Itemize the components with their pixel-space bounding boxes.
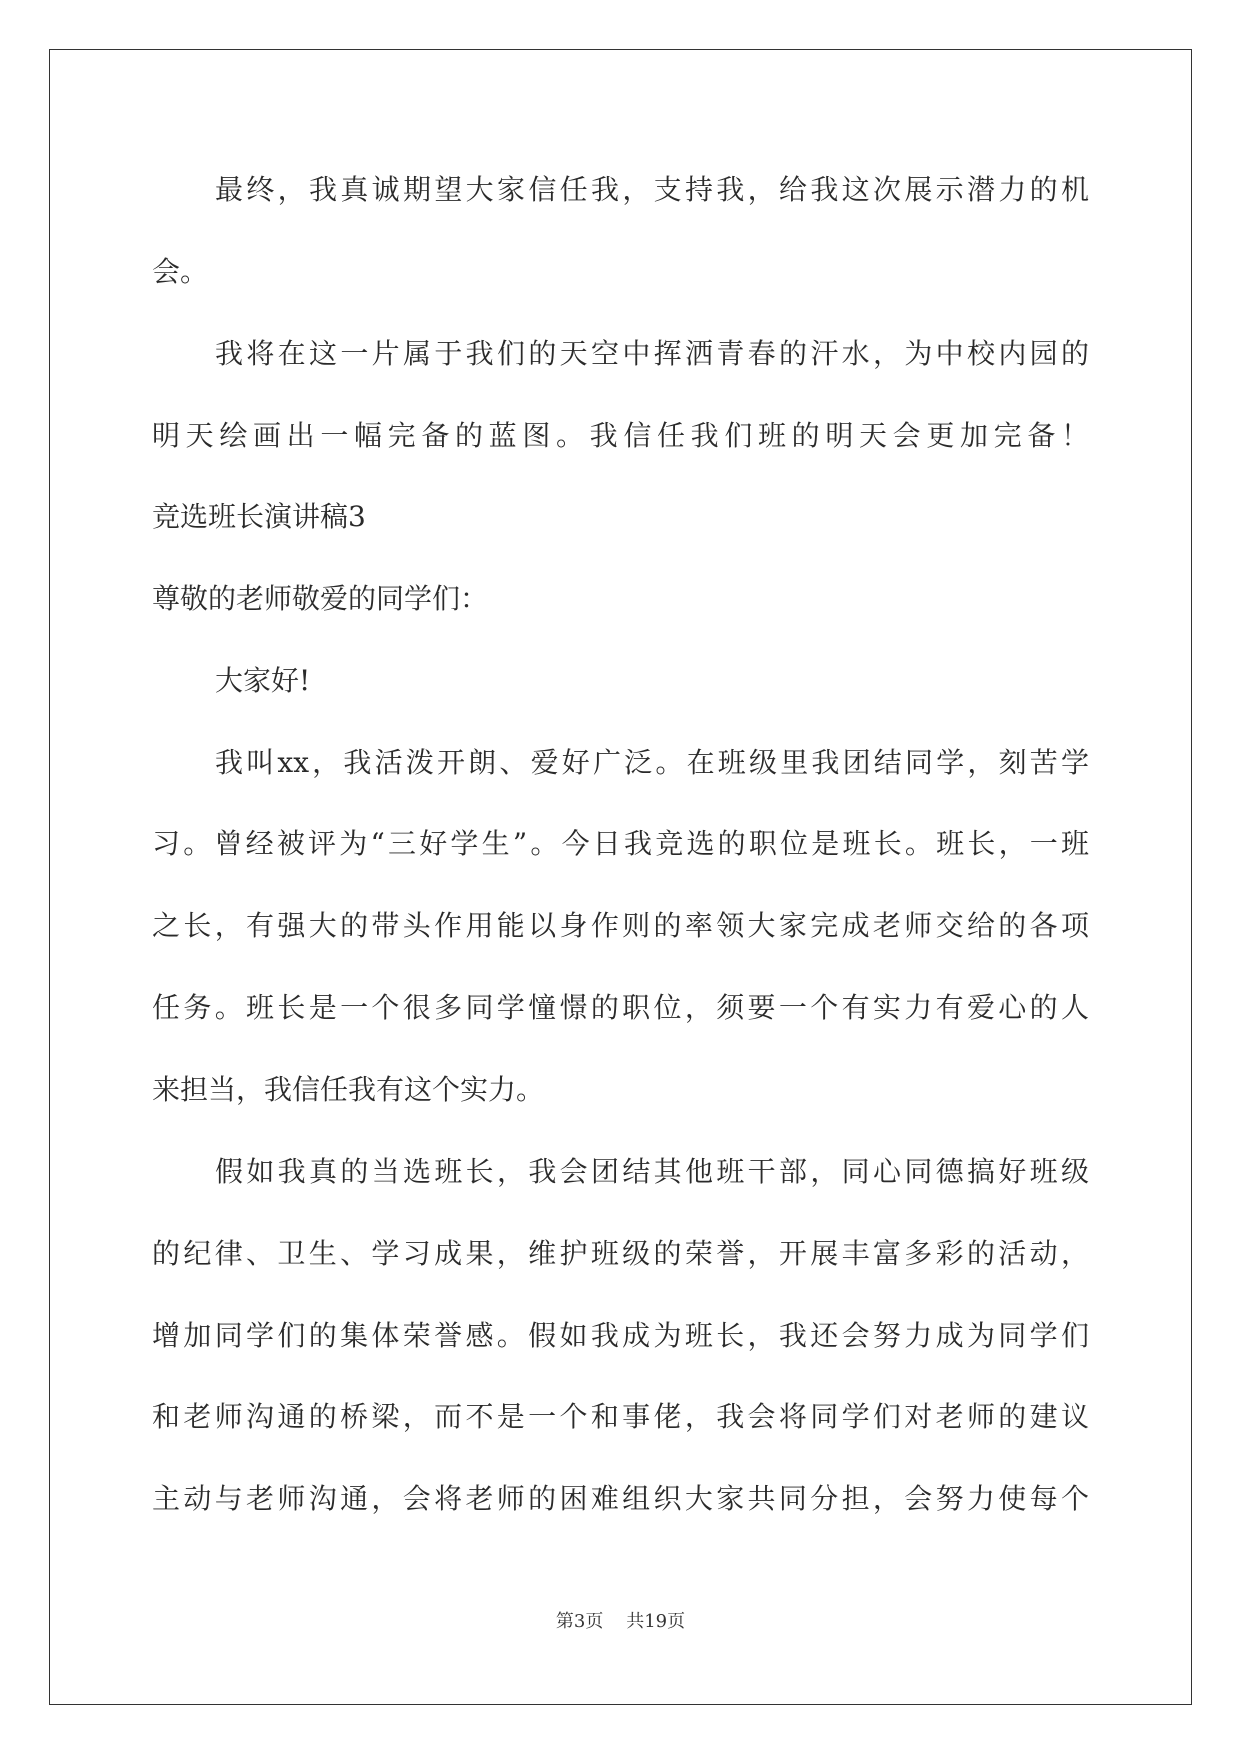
page-footer [0,1610,1241,1634]
paragraph-line: 主动与老师沟通，会将老师的困难组织大家共同分担，会努力使每个 [152,1482,1089,1515]
paragraph-line: 来担当，我信任我有这个实力。 [152,1073,545,1106]
page-number: 第3页 [555,1611,604,1632]
greeting: 大家好! [215,664,311,697]
paragraph-line: 我将在这一片属于我们的天空中挥洒青春的汗水，为中校内园的 [215,337,1089,370]
paragraph-line: 最终，我真诚期望大家信任我，支持我，给我这次展示潜力的机 [215,173,1089,206]
paragraph-line: 明天绘画出一幅完备的蓝图。我信任我们班的明天会更加完备！ [152,419,1089,452]
paragraph-line: 假如我真的当选班长，我会团结其他班干部，同心同德搞好班级 [215,1155,1089,1188]
page-border [49,49,1192,1705]
salutation: 尊敬的老师敬爱的同学们： [152,582,489,615]
paragraph-line: 习。曾经被评为“三好学生”。今日我竞选的职位是班长。班长，一班 [152,827,1089,860]
paragraph-line: 增加同学们的集体荣誉感。假如我成为班长，我还会努力成为同学们 [152,1319,1089,1352]
paragraph-line: 的纪律、卫生、学习成果，维护班级的荣誉，开展丰富多彩的活动， [152,1237,1089,1270]
paragraph-line: 之长，有强大的带头作用能以身作则的率领大家完成老师交给的各项 [152,909,1089,942]
paragraph-line: 任务。班长是一个很多同学憧憬的职位，须要一个有实力有爱心的人 [152,991,1089,1024]
paragraph-line: 我叫xx，我活泼开朗、爱好广泛。在班级里我团结同学，刻苦学 [215,746,1089,779]
section-heading: 竞选班长演讲稿3 [152,500,366,533]
page-total: 共19页 [626,1611,686,1632]
paragraph-line: 会。 [152,255,209,288]
paragraph-line: 和老师沟通的桥梁，而不是一个和事佬，我会将同学们对老师的建议 [152,1400,1089,1433]
